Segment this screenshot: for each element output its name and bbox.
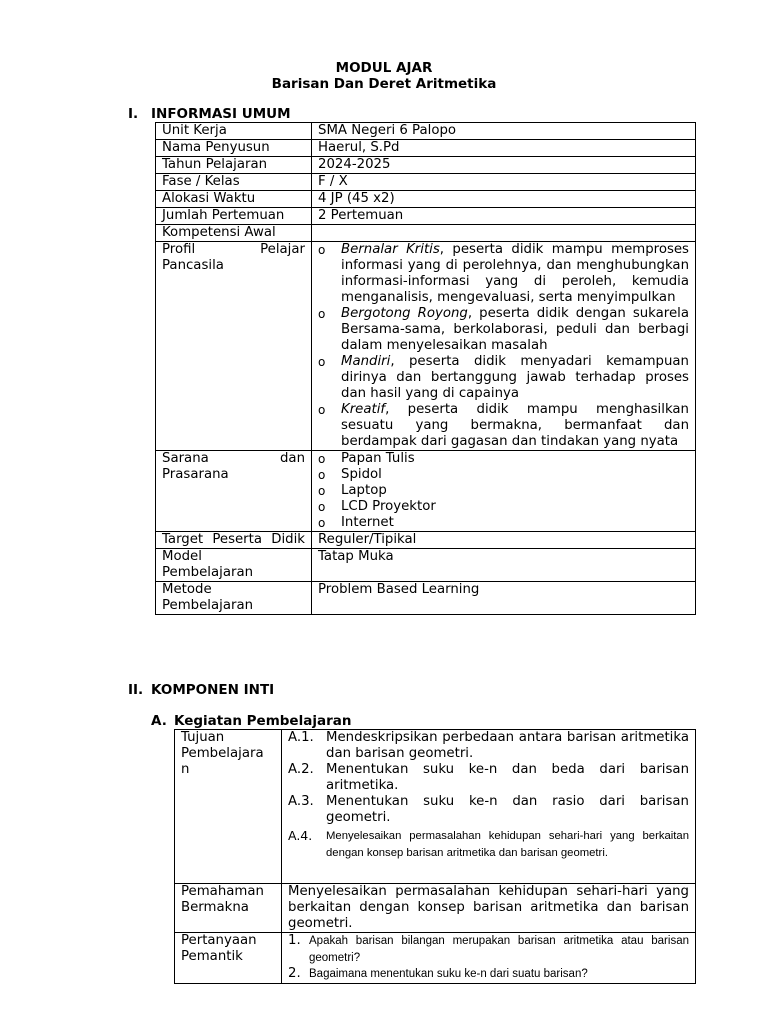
informasi-umum-table: [155, 122, 696, 615]
list-item: A.2. Menentukan suku ke-n dan beda dari barisan aritmetika.: [288, 762, 689, 793]
list-item: A.1. Mendeskripsikan perbedaan antara barisan aritmetika dan barisan geometri.: [288, 730, 689, 761]
row-label: Sarana dan Prasarana: [156, 451, 312, 532]
row-value: Problem Based Learning: [312, 582, 696, 615]
row-value: 2 Pertemuan: [312, 208, 696, 225]
table-row: [156, 191, 696, 208]
table-row: [156, 242, 696, 451]
row-label: Kompetensi Awal: [156, 225, 312, 242]
list-item: o LCD Proyektor: [318, 499, 689, 515]
row-value: Reguler/Tipikal: [312, 532, 696, 549]
row-value: Haerul, S.Pd: [312, 140, 696, 157]
profil-list: [318, 242, 689, 450]
list-item: A.3. Menentukan suku ke-n dan rasio dari barisan geometri.: [288, 794, 689, 825]
section-2-number: II.: [128, 682, 144, 698]
table-row: [156, 225, 696, 242]
section-1-heading: INFORMASI UMUM: [151, 106, 291, 122]
subsection-a-heading: Kegiatan Pembelajaran: [174, 713, 352, 729]
table-row: [175, 730, 696, 884]
row-label: Unit Kerja: [156, 123, 312, 140]
table-row: [175, 884, 696, 933]
section-2-heading: KOMPONEN INTI: [151, 682, 275, 698]
table-row: [156, 140, 696, 157]
row-label: Pertanyaan Pemantik: [175, 933, 282, 984]
document-title: MODUL AJAR: [335, 60, 433, 76]
table-row: [156, 549, 696, 582]
row-label: Target Peserta Didik: [156, 532, 312, 549]
list-item: A.4. Menyelesaikan permasalahan kehidupan sehari-hari yang berkaitan dengan konsep barisan aritmetika dan barisan geometri.: [288, 828, 689, 859]
list-item: 2. Bagaimana menentukan suku ke-n dari suatu barisan?: [288, 966, 588, 981]
row-label: Fase / Kelas: [156, 174, 312, 191]
table-row: [156, 157, 696, 174]
list-item: o Papan Tulis: [318, 451, 689, 467]
row-value: [312, 242, 696, 451]
section-1-number: I.: [128, 106, 139, 122]
list-item: o Internet: [318, 515, 689, 531]
row-value: F / X: [312, 174, 696, 191]
table-row: [175, 933, 696, 984]
list-item: o Kreatif, peserta didik mampu menghasilkan sesuatu yang bermakna, bermanfaat dan berdampak dari gagasan dan tindakan yang nyata: [318, 402, 689, 450]
row-label: Model Pembelajaran: [156, 549, 312, 582]
row-value: SMA Negeri 6 Palopo: [312, 123, 696, 140]
list-item: o Bernalar Kritis, peserta didik mampu memproses informasi yang di perolehnya, dan menghubungkan informasi-informasi yang di peroleh, kemudia menganalisis, mengevaluasi, serta menyimpulkan: [318, 242, 689, 306]
list-item: o Bergotong Royong, peserta didik dengan sukarela Bersama-sama, berkolaborasi, peduli dan berbagi dalam menyelesaikan masalah: [318, 306, 689, 354]
table-row: [156, 208, 696, 225]
kegiatan-table: [174, 729, 696, 984]
row-value: [282, 933, 696, 984]
row-value: 2024-2025: [312, 157, 696, 174]
table-row: [156, 123, 696, 140]
row-value: Menyelesaikan permasalahan kehidupan sehari-hari yang berkaitan dengan konsep barisan aritmetika dan barisan geometri.: [282, 884, 696, 933]
row-label: Jumlah Pertemuan: [156, 208, 312, 225]
row-value: [312, 225, 696, 242]
table-row: [156, 174, 696, 191]
row-value: Tatap Muka: [312, 549, 696, 582]
row-value: 4 JP (45 x2): [312, 191, 696, 208]
document-subtitle: Barisan Dan Deret Aritmetika: [271, 76, 497, 92]
row-label: Tahun Pelajaran: [156, 157, 312, 174]
sarana-list: [318, 451, 689, 531]
table-row: [156, 532, 696, 549]
row-label: Pemahaman Bermakna: [175, 884, 282, 933]
table-row: [156, 582, 696, 615]
list-item: o Laptop: [318, 483, 689, 499]
row-label: Profil Pelajar Pancasila: [156, 242, 312, 451]
row-label: Alokasi Waktu: [156, 191, 312, 208]
row-label: Metode Pembelajaran: [156, 582, 312, 615]
list-item: 1. Apakah barisan bilangan merupakan barisan aritmetika atau barisan geometri?: [288, 933, 689, 964]
list-item: o Spidol: [318, 467, 689, 483]
subsection-a-letter: A.: [151, 713, 167, 729]
row-label: Tujuan Pembelajara n: [175, 730, 282, 884]
row-label: Nama Penyusun: [156, 140, 312, 157]
list-item: o Mandiri, peserta didik menyadari kemampuan dirinya dan bertanggung jawab terhadap proses dan hasil yang di capainya: [318, 354, 689, 402]
table-row: [156, 451, 696, 532]
row-value: [282, 730, 696, 884]
row-value: [312, 451, 696, 532]
